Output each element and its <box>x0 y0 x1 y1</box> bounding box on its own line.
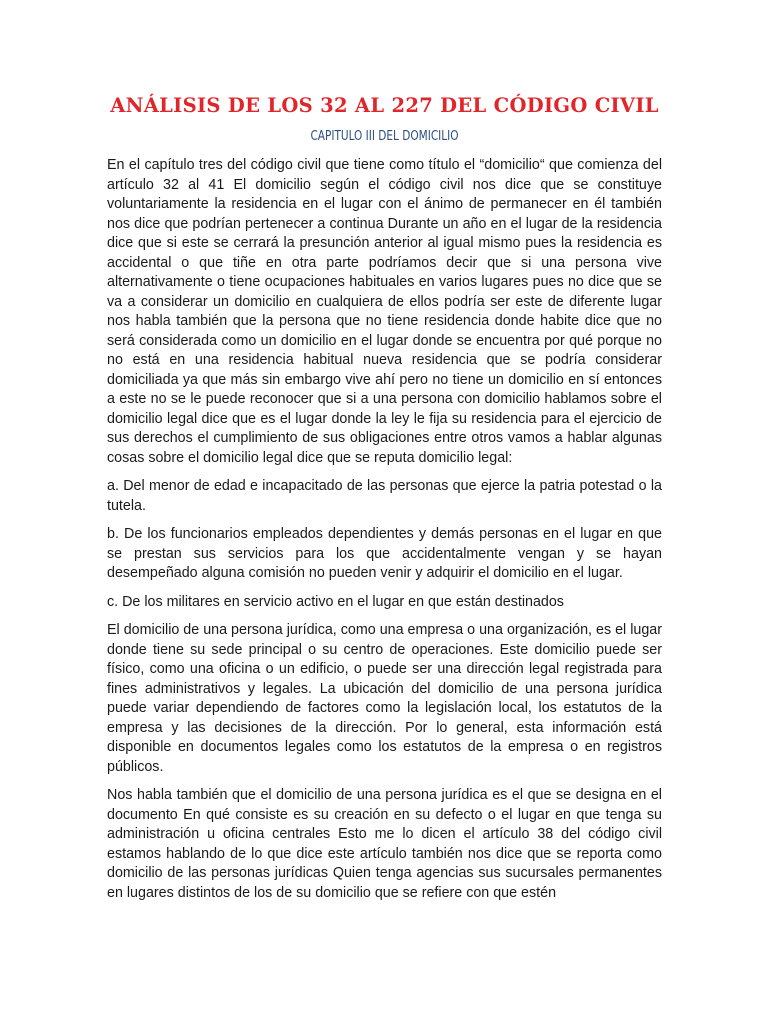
document-title: ANÁLISIS DE LOS 32 AL 227 DEL CÓDIGO CIVIL <box>110 94 659 117</box>
list-item-b: b. De los funcionarios empleados dependientes y demás personas en el lugar en que se prestan sus servicios para los que accidentalmente vengan y se hayan desempeñado alguna comisión no pueden venir y adquirir el domicilio en el lugar. <box>107 526 662 581</box>
document-body <box>107 156 662 903</box>
paragraph-legal-entity: El domicilio de una persona jurídica, como una empresa o una organización, es el lugar donde tiene su sede principal o su centro de operaciones. Este domicilio puede ser físico, como una oficina o un edificio, o puede ser una dirección legal registrada para fines administrativos y legales. La ubicación del domicilio de una persona jurídica puede variar dependiendo de factores como la legislación local, los estatutos de la empresa y las decisiones de la dirección. Por lo general, esta información está disponible en documentos legales como los estatutos de la empresa o en registros públicos. <box>107 622 662 775</box>
paragraph-article-38: Nos habla también que el domicilio de una persona jurídica es el que se designa en el documento En qué consiste es su creación en su defecto o el lugar en que tenga su administración u oficina centrales Esto me lo dicen el artículo 38 del código civil estamos hablando de lo que dice este artículo también nos dice que se reporta como domicilio de las personas jurídicas Quien tenga agencias sus sucursales permanentes en lugares distintos de los de su domicilio que se refiere con que estén <box>107 787 662 901</box>
list-item-a: a. Del menor de edad e incapacitado de las personas que ejerce la patria potestad o la tutela. <box>107 478 662 514</box>
chapter-subtitle: CAPITULO III DEL DOMICILIO <box>310 129 459 144</box>
list-item-c: c. De los militares en servicio activo en el lugar en que están destinados <box>107 593 564 610</box>
paragraph-intro: En el capítulo tres del código civil que tiene como título el “domicilio“ que comienza del artículo 32 al 41 El domicilio según el código civil nos dice que se constituye voluntariamente la residencia en el lugar con el ánimo de permanecer en él también nos dice que podrían pertenecer a continua Durante un año en el lugar de la residencia dice que si este se cerrará la presunción anterior al igual mismo pues la residencia es accidental o que tiñe en otra parte podríamos decir que si una persona vive alternativamente o tiene ocupaciones habituales en varios lugares pues no dice que se va a considerar un domicilio en cualquiera de ellos podría ser este de diferente lugar nos habla también que la persona que no tiene residencia donde habite dice que no será considerada como un domicilio en el lugar donde se encuentra por qué porque no no está en una residencia habitual nueva residencia que se podría considerar domiciliada ya que más sin embargo vive ahí pero no tiene un domicilio en sí entonces a este no se le puede reconocer que si a una persona con domicilio hablamos sobre el domicilio legal dice que es el lugar donde la ley le fija su residencia para el ejercicio de sus derechos el cumplimiento de sus obligaciones entre otros vamos a hablar algunas cosas sobre el domicilio legal dice que se reputa domicilio legal: <box>107 157 662 466</box>
